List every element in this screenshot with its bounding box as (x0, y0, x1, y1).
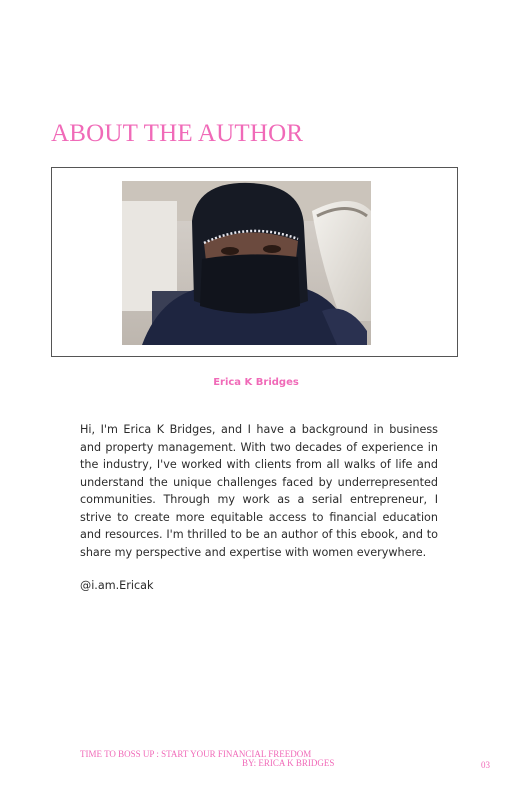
page-number: 03 (481, 760, 490, 770)
footer-book-title: TIME TO BOSS UP : START YOUR FINANCIAL FREEDOM (80, 749, 312, 759)
footer-byline: BY: ERICA K BRIDGES (242, 758, 335, 768)
author-name: Erica K Bridges (213, 377, 299, 388)
author-photo (122, 181, 371, 345)
photo-frame (51, 167, 458, 357)
social-handle: @i.am.Ericak (80, 579, 154, 592)
author-bio: Hi, I'm Erica K Bridges, and I have a background in business and property management. With two decades of experience in the industry, I've worked with clients from all walks of life and understand the unique challenges faced by underrepresented communities. Through my work as a serial entrepreneur, I strive to create more equitable access to financial education and resources. I'm thrilled to be an author of this ebook, and to share my perspective and expertise with women everywhere. (80, 423, 438, 559)
page-title: ABOUT THE AUTHOR (51, 120, 304, 147)
